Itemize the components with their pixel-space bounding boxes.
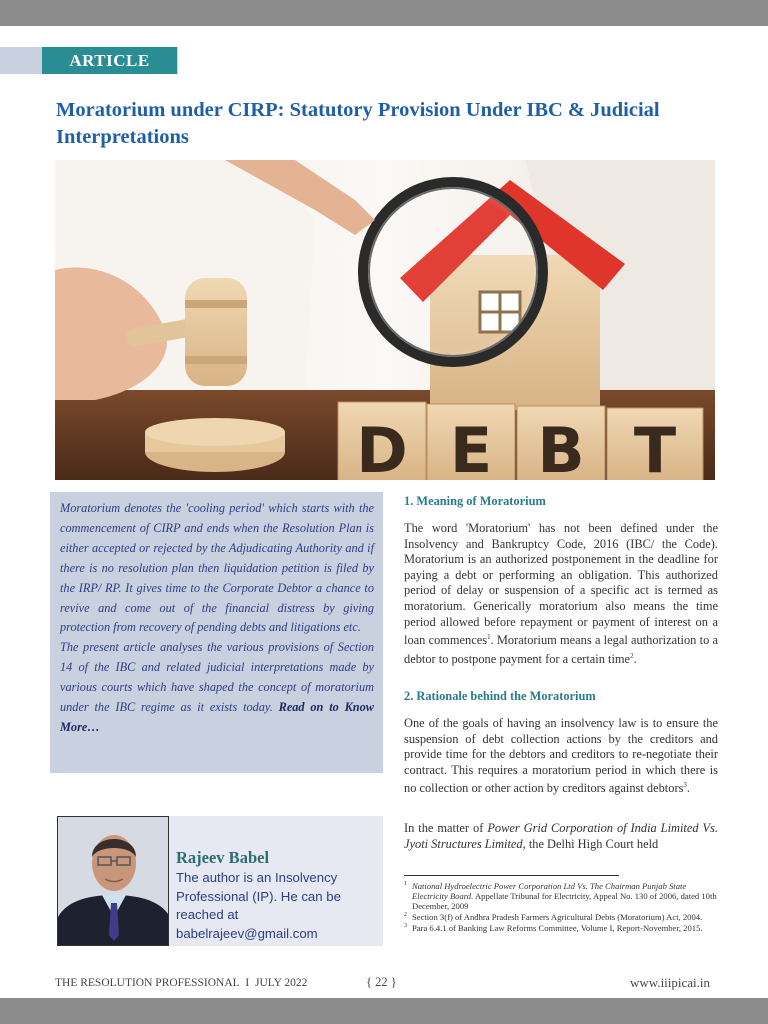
- block-letter: B: [537, 414, 585, 480]
- body-paragraph: In the matter of Power Grid Corporation of India Limited Vs. Jyoti Structures Limited, the Delhi High Court held: [404, 821, 718, 851]
- footnote: 2 Section 3(f) of Andhra Pradesh Farmers Agricultural Debts (Moratorium) Act, 2004.: [404, 912, 703, 922]
- section-2: [404, 689, 718, 797]
- abstract-text: The present article analyses the various provisions of Section 14 of the IBC and related judicial interpretations made by various courts which have shaped the concept of moratorium under the IBC regime as it exists today.: [60, 640, 374, 715]
- footnote-ref[interactable]: 2: [630, 651, 634, 660]
- case-name: Power Grid Corporation of India Limited Vs. Jyoti Structures Limited,: [404, 821, 718, 851]
- block-letter: T: [633, 414, 677, 480]
- abstract-box: [50, 492, 383, 773]
- article-title: Moratorium under CIRP: Statutory Provision Under IBC & Judicial Interpretations: [56, 99, 660, 148]
- footnote-ref[interactable]: 1: [487, 633, 491, 642]
- website-link[interactable]: www.iiipicai.in: [630, 975, 711, 990]
- section-tag: ARTICLE: [42, 47, 177, 74]
- author-bio: The author is an Insolvency Professional (IP). He can be reached at babelrajeev@gmail.com: [176, 870, 341, 941]
- bottom-bar: [0, 998, 768, 1024]
- author-name: Rajeev Babel: [176, 848, 270, 867]
- footer-issue: JULY 2022: [255, 977, 308, 989]
- page-number: { 22 }: [366, 975, 397, 989]
- footnotes: [404, 881, 718, 934]
- footnote: 1 National Hydroelectric Power Corporation Ltd Vs. The Chairman Punjab State Electricity Board. Appellate Tribunal for Electricity, Appeal No. 130 of 2006, dated 10th December, 2009: [404, 881, 717, 911]
- footnote: 3 Para 6.4.1 of Banking Law Reforms Committee, Volume I, Report-November, 2015.: [404, 923, 703, 933]
- debt-blocks: [338, 402, 703, 480]
- abstract-paragraph: Moratorium denotes the 'cooling period' which starts with the commencement of CIRP and ends when the Resolution Plan is either accepted or rejected by the Adjudicating Authority and if there is no resolution plan then liquidation petition is filed by the IRP/ RP. It gives time to the Corporate Debtor a chance to revive and come out of the financial distress by giving protection from recovery of pending debts and litigations etc.: [60, 501, 374, 635]
- body-paragraph: One of the goals of having an insolvency law is to ensure the suspension of debt collection actions by the creditors and provide time for the debtors and creditors to re-negotiate their contract. This requires a moratorium period in which there is no collection or other action by creditors against debtors$^3$.: [404, 716, 718, 796]
- footnote-divider: [404, 875, 619, 876]
- footer-separator: I: [245, 977, 250, 989]
- footnote-ref[interactable]: 3: [683, 781, 687, 790]
- author-photo: [57, 816, 169, 946]
- section-3: [404, 821, 718, 852]
- block-letter: D: [356, 414, 408, 480]
- section-heading: 1. Meaning of Moratorium: [404, 494, 546, 508]
- body-paragraph: The word 'Moratorium' has not been defined under the Insolvency and Bankruptcy Code, 2016 (IBC/ the Code). Moratorium is an authorized postponement in the deadline for paying a debt or performing an obligation. This authorized period of delay or suspension of a specific act is termed as moratorium. Generically moratorium also means the time period allowed before repayment or payment of interest on a loan commences$^1$. Moratorium means a legal authorization to a debtor to postpone payment for a certain time$^2$.: [404, 521, 719, 666]
- section-heading: 2. Rationale behind the Moratorium: [404, 689, 596, 703]
- abstract-paragraph: [60, 638, 374, 738]
- footer-publication: THE RESOLUTION PROFESSIONAL I JULY 2022: [55, 977, 308, 989]
- top-bar: [0, 0, 768, 26]
- block-letter: E: [449, 414, 493, 480]
- section-1: [404, 494, 718, 668]
- hero-image: [55, 160, 715, 480]
- read-more-link[interactable]: Read on to Know More…: [60, 700, 374, 734]
